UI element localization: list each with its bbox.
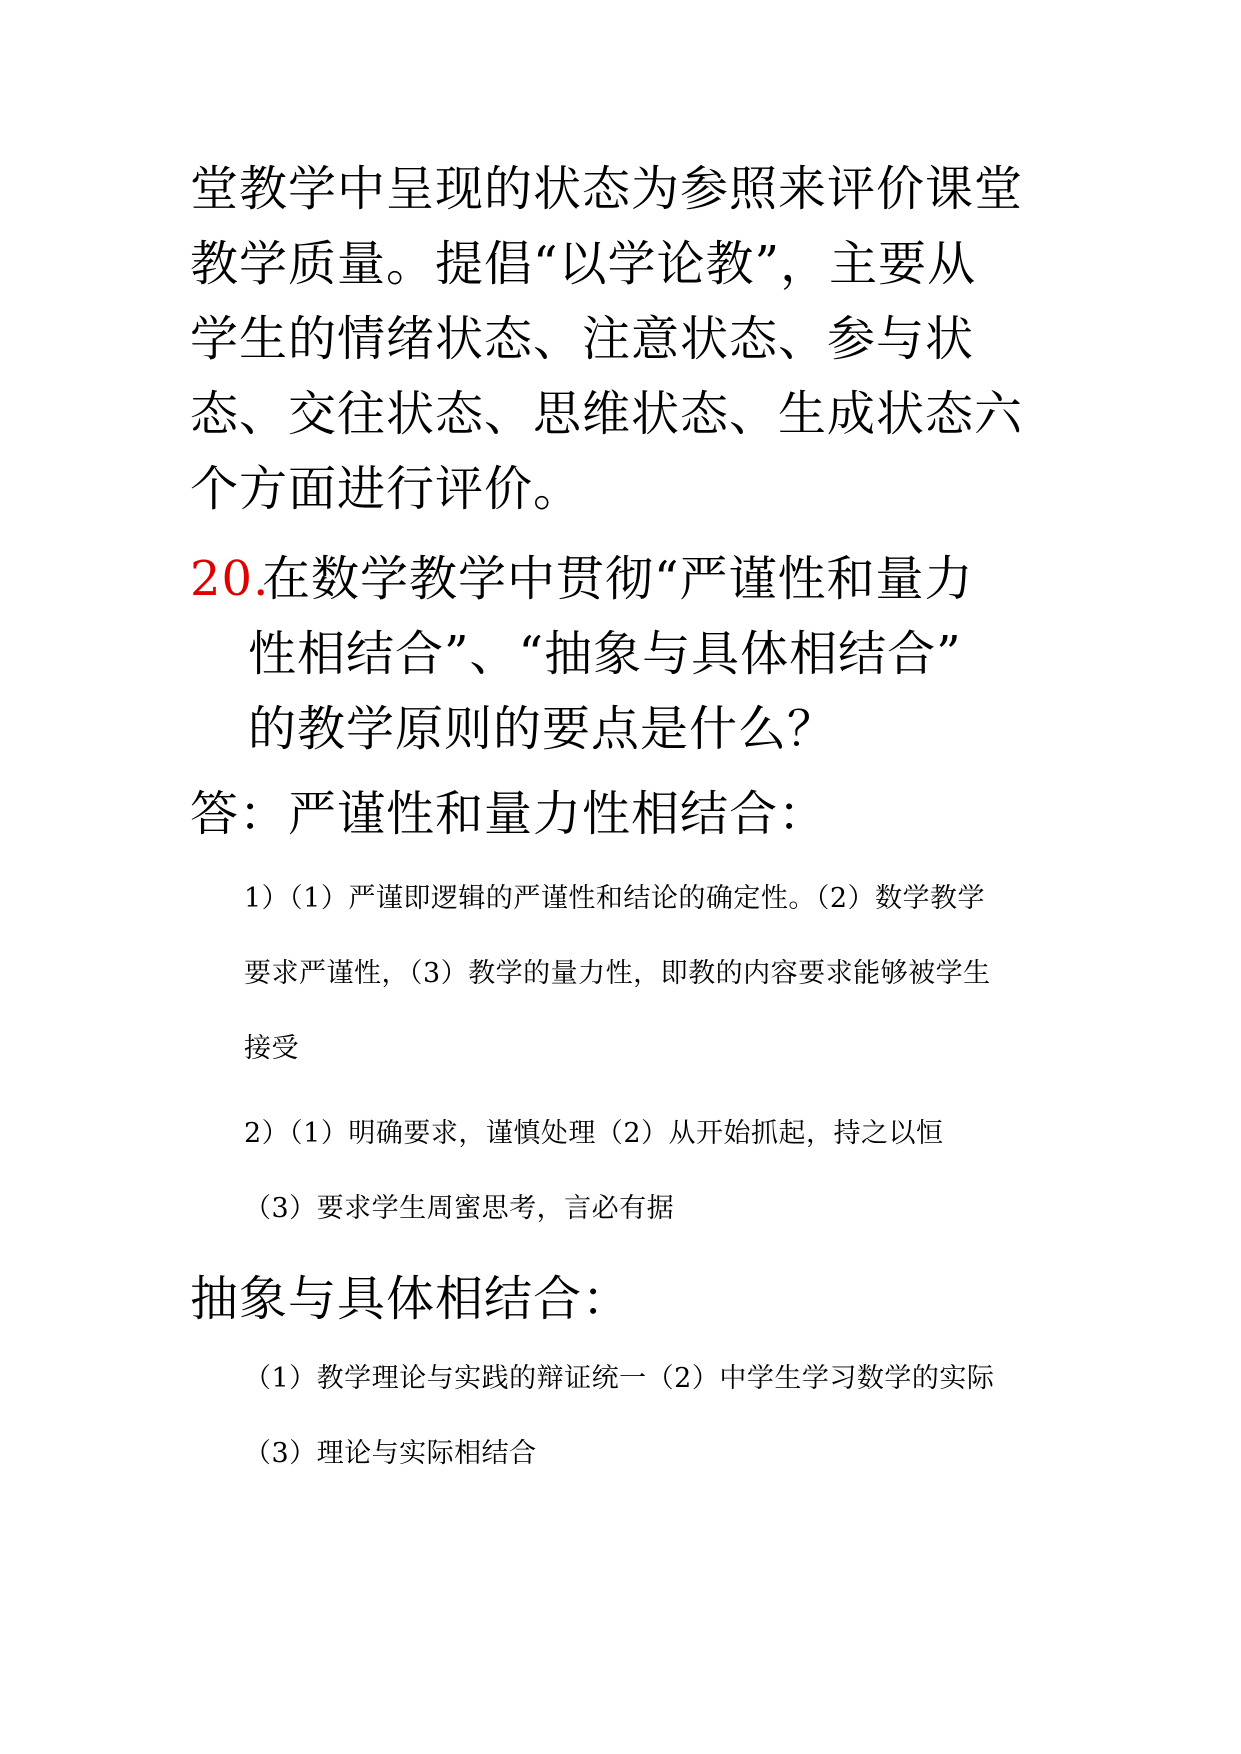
answer-part3-line-2: （3）理论与实际相结合: [244, 1438, 537, 1469]
intro-line-1: 堂教学中呈现的状态为参照来评价课堂: [190, 161, 1024, 217]
intro-line-2: 教学质量。提倡“以学论教”，主要从: [190, 236, 977, 292]
answer-part1-line-1: 1）（1）严谨即逻辑的严谨性和结论的确定性。（2）数学教学: [244, 883, 986, 914]
answer-heading: 答：严谨性和量力性相结合：: [190, 786, 828, 842]
question-number: 20.: [190, 551, 270, 607]
answer-part3-line-1: （1）教学理论与实践的辩证统一（2）中学生学习数学的实际: [244, 1363, 995, 1394]
question-line-1: 在数学教学中贯彻“严谨性和量力: [262, 551, 974, 607]
answer-part2-line-1: 2）（1）明确要求，谨慎处理（2）从开始抓起，持之以恒: [244, 1118, 944, 1149]
answer-heading-2: 抽象与具体相结合：: [190, 1271, 632, 1327]
intro-line-3: 学生的情绪状态、注意状态、参与状: [190, 311, 975, 367]
answer-part1-line-2: 要求严谨性，（3）教学的量力性，即教的内容要求能够被学生: [244, 958, 991, 989]
question-line-2: 性相结合”、“抽象与具体相结合”: [248, 626, 962, 682]
intro-line-5: 个方面进行评价。: [190, 461, 583, 517]
answer-part1-line-3: 接受: [244, 1033, 299, 1064]
question-line-3: 的教学原则的要点是什么？: [248, 701, 837, 757]
intro-line-4: 态、交往状态、思维状态、生成状态六: [190, 386, 1024, 442]
answer-part2-line-2: （3）要求学生周蜜思考，言必有据: [244, 1193, 675, 1224]
